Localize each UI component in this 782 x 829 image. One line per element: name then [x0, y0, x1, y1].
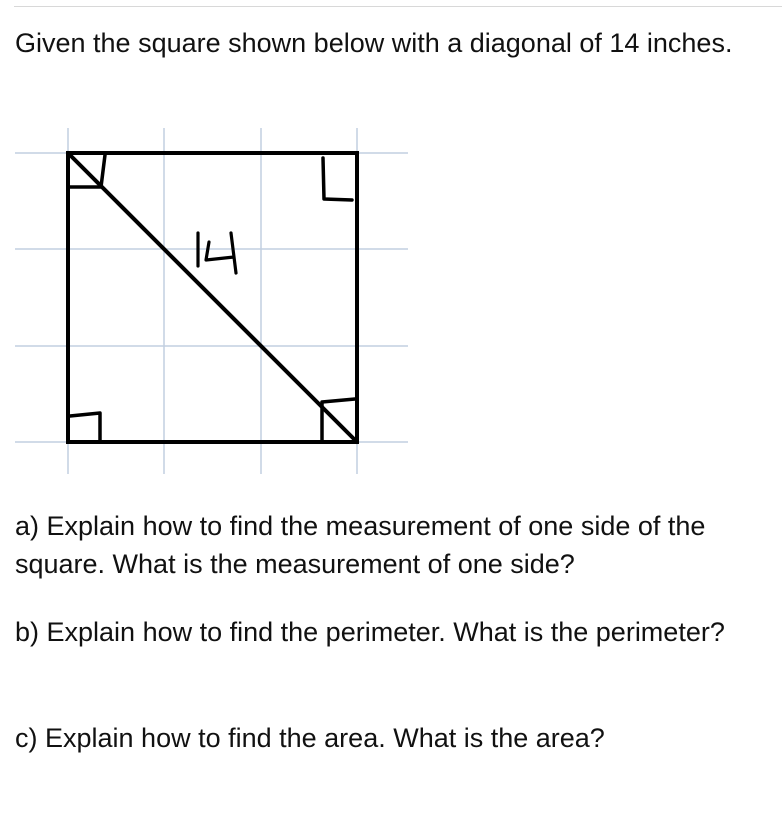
right-angle-marker-top-right	[323, 158, 352, 200]
diagonal-label	[0, 120, 236, 273]
question-b: b) Explain how to find the perimeter. What is the perimeter?	[15, 617, 725, 647]
question-c: c) Explain how to find the area. What is the area?	[15, 723, 605, 753]
diagonal-label-handwriting	[198, 233, 236, 273]
grid-lines	[15, 128, 408, 474]
square-diagonal	[68, 153, 357, 442]
diagonal-label-text: 14	[0, 120, 2, 121]
top-divider	[14, 6, 782, 7]
problem-prompt: Given the square shown below with a diagonal of 14 inches.	[15, 28, 733, 58]
question-a: a) Explain how to find the measurement of one side of the square. What is the measurement of one side?	[15, 511, 706, 579]
square-diagram	[0, 120, 420, 480]
right-angle-marker-bottom-left	[70, 413, 100, 440]
